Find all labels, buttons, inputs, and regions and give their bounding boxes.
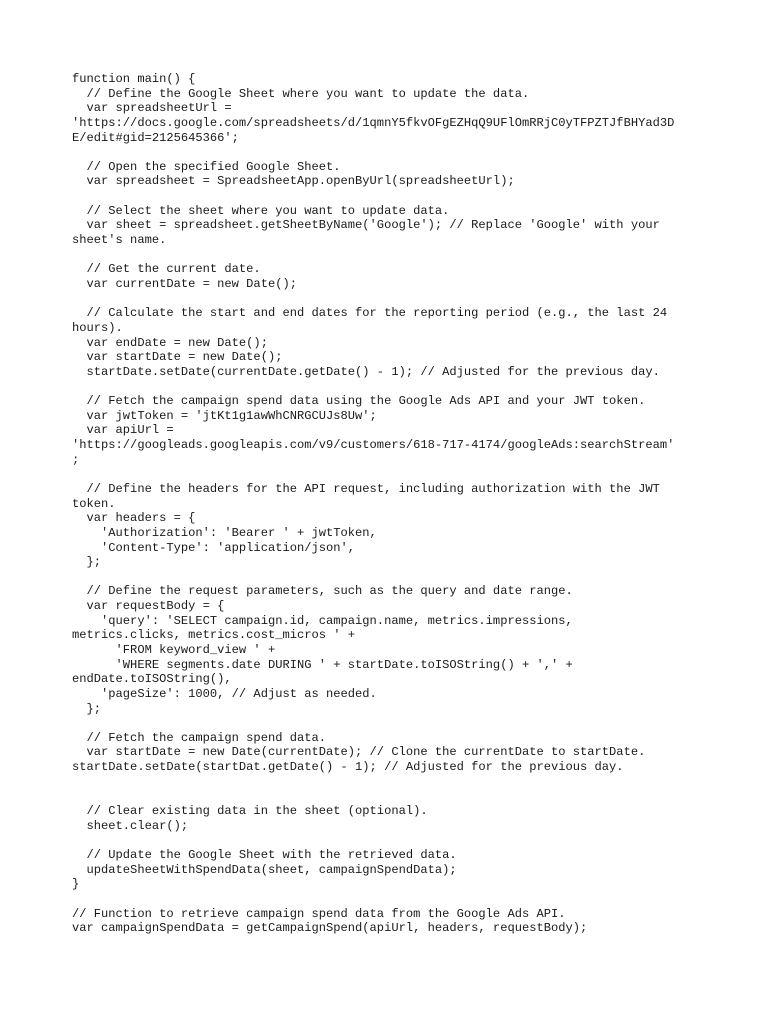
code-line: hours). <box>72 320 123 335</box>
code-line: 'Content-Type': 'application/json', <box>72 540 356 555</box>
code-line: var spreadsheet = SpreadsheetApp.openByUrl(spreadsheetUrl); <box>72 174 515 189</box>
code-line <box>72 467 702 482</box>
code-line: startDate.setDate(currentDate.getDate() - 1); // Adjusted for the previous day. <box>72 364 660 379</box>
code-line: 'https://googleads.googleapis.com/v9/customers/618-717-4174/googleAds:searchStream' <box>72 438 675 453</box>
code-line <box>72 789 702 804</box>
code-line <box>72 775 702 790</box>
code-line: // Define the request parameters, such as the query and date range. <box>72 584 573 599</box>
code-line: // Get the current date. <box>72 262 261 277</box>
code-line: var requestBody = { <box>72 599 225 614</box>
code-line: sheet.clear(); <box>72 818 189 833</box>
code-line: } <box>72 877 80 892</box>
code-line: // Define the headers for the API request, including authorization with the JWT <box>72 481 660 496</box>
code-line: ; <box>72 452 80 467</box>
code-line <box>72 833 702 848</box>
code-line: // Update the Google Sheet with the retrieved data. <box>72 847 457 862</box>
code-line: var endDate = new Date(); <box>72 335 268 350</box>
code-line: updateSheetWithSpendData(sheet, campaignSpendData); <box>72 862 457 877</box>
code-line: // Clear existing data in the sheet (optional). <box>72 804 428 819</box>
code-line <box>72 892 702 907</box>
code-line: startDate.setDate(startDat.getDate() - 1); // Adjusted for the previous day. <box>72 760 624 775</box>
code-line <box>72 189 702 204</box>
code-line: }; <box>72 701 102 716</box>
code-line: var startDate = new Date(currentDate); // Clone the currentDate to startDate. <box>72 745 646 760</box>
code-line: // Calculate the start and end dates for the reporting period (e.g., the last 24 <box>72 306 668 321</box>
code-line: // Open the specified Google Sheet. <box>72 159 341 174</box>
code-line <box>72 248 702 263</box>
code-line: function main() { <box>72 72 196 86</box>
code-line: var headers = { <box>72 511 196 526</box>
code-line: }; <box>72 555 102 570</box>
code-line: // Define the Google Sheet where you want to update the data. <box>72 86 530 101</box>
code-line <box>72 379 702 394</box>
code-line: // Select the sheet where you want to update data. <box>72 203 450 218</box>
code-line: metrics.clicks, metrics.cost_micros ' + <box>72 628 356 643</box>
code-line: var apiUrl = <box>72 423 174 438</box>
code-line <box>72 145 702 160</box>
code-line: 'FROM keyword_view ' + <box>72 642 276 657</box>
code-line: endDate.toISOString(), <box>72 672 232 687</box>
code-line: 'pageSize': 1000, // Adjust as needed. <box>72 686 377 701</box>
code-line <box>72 292 702 307</box>
code-line: sheet's name. <box>72 233 167 248</box>
code-line: var startDate = new Date(); <box>72 350 283 365</box>
code-line: var campaignSpendData = getCampaignSpend(apiUrl, headers, requestBody); <box>72 921 588 936</box>
code-line: // Fetch the campaign spend data. <box>72 730 327 745</box>
code-line: 'query': 'SELECT campaign.id, campaign.name, metrics.impressions, <box>72 613 573 628</box>
code-line: // Fetch the campaign spend data using the Google Ads API and your JWT token. <box>72 394 646 409</box>
code-line <box>72 716 702 731</box>
code-line: 'Authorization': 'Bearer ' + jwtToken, <box>72 525 377 540</box>
code-line <box>72 570 702 585</box>
code-line: var currentDate = new Date(); <box>72 276 297 291</box>
code-line: E/edit#gid=2125645366'; <box>72 130 239 145</box>
code-line: // Function to retrieve campaign spend data from the Google Ads API. <box>72 906 566 921</box>
code-line: token. <box>72 496 116 511</box>
code-line: 'WHERE segments.date DURING ' + startDate.toISOString() + ',' + <box>72 657 573 672</box>
code-line: 'https://docs.google.com/spreadsheets/d/1qmnY5fkvOFgEZHqQ9UFlOmRRjC0yTFPZTJfBHYad3D <box>72 115 675 130</box>
code-line: var jwtToken = 'jtKt1g1awWhCNRGCUJs8Uw'; <box>72 408 377 423</box>
code-block <box>72 72 702 936</box>
code-line: var sheet = spreadsheet.getSheetByName('Google'); // Replace 'Google' with your <box>72 218 660 233</box>
code-line: var spreadsheetUrl = <box>72 101 232 116</box>
